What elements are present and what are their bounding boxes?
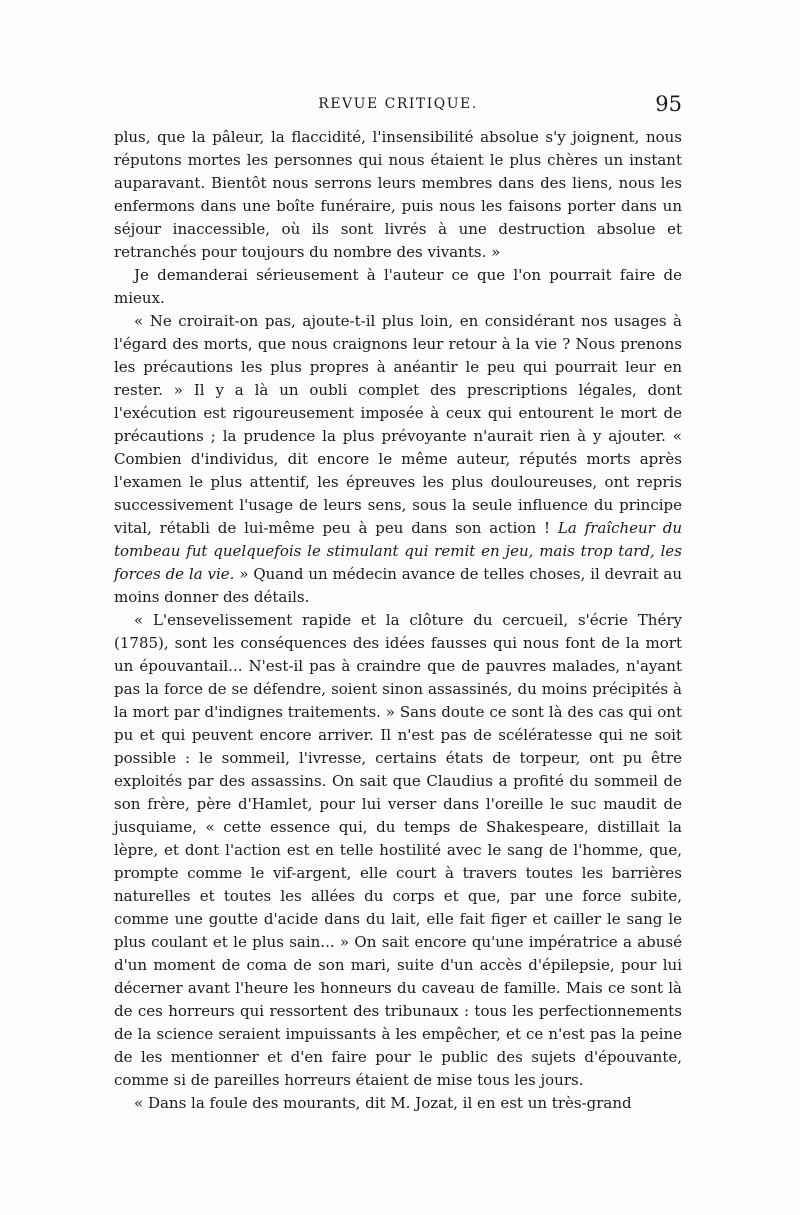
paragraph: « L'ensevelissement rapide et la clôture du cercueil, s'écrie Théry (1785), sont les conséquences des idées fausses qui nous font de la mort un épouvantail... N'est-il pas à craindre que de pauvres malades, n'ayant pas la force de se défendre, soient sinon assassinés, du moins précipités à la mort par d'indignes traitements. » Sans doute ce sont là des cas qui ont pu et qui peuvent encore arriver. Il n'est pas de scélératesse qui ne soit possible : le sommeil, l'ivresse, certains états de torpeur, ont pu être exploités par des assassins. On sait que Claudius a profité du sommeil de son frère, père d'Hamlet, pour lui verser dans l'oreille le suc maudit de jusquiame, « cette essence qui, du temps de Shakespeare, distillait la lèpre, et dont l'action est en telle hostilité avec le sang de l'homme, que, prompte comme le vif-argent, elle court à travers toutes les barrières naturelles et toutes les allées du corps et que, par une force subite, comme une goutte d'acide dans du lait, elle fait figer et cailler le sang le plus coulant et le plus sain... » On sait encore qu'une impératrice a abusé d'un moment de coma de son mari, suite d'un accès d'épilepsie, pour lui décerner avant l'heure les honneurs du caveau de famille. Mais ce sont là de ces horreurs qui ressortent des tribunaux : tous les perfectionnements de la science seraient impuissants à les empêcher, et ce n'est pas la peine de les mentionner et d'en faire pour le public des sujets d'épouvante, comme si de pareilles horreurs étaient de mise tous les jours. [114,611,682,1089]
paragraph-truncated: « Dans la foule des mourants, dit M. Jozat, il en est un très-grand [134,1094,632,1112]
running-title: REVUE CRITIQUE. [318,96,478,112]
body-text [114,126,682,1115]
page-number: 95 [655,92,682,116]
running-head [114,92,682,120]
italic-quote: La fraîcheur du tombeau fut quelquefois le stimulant qui remit en jeu, mais trop tard, les forces de la vie. [114,519,682,583]
paragraph-continuation: plus, que la pâleur, la flaccidité, l'insensibilité absolue s'y joignent, nous réputons mortes les personnes qui nous étaient le plus chères un instant auparavant. Bientôt nous serrons leurs membres dans des liens, nous les enfermons dans une boîte funéraire, puis nous les faisons porter dans un séjour inaccessible, où ils sont livrés à une destruction absolue et retranchés pour toujours du nombre des vivants. » [114,128,682,261]
paragraph-text: « Ne croirait-on pas, ajoute-t-il plus loin, en considérant nos usages à l'égard des morts, que nous craignons leur retour à la vie ? Nous prenons les précautions les plus propres à anéantir le peu qui pourrait leur en rester. » Il y a là un oubli complet des prescriptions légales, dont l'exécution est rigoureusement imposée à ceux qui entourent le mort de précautions ; la prudence la plus prévoyante n'aurait rien à y ajouter. « Combien d'individus, dit encore le même auteur, réputés morts après l'examen le plus attentif, les épreuves les plus douloureuses, ont repris successivement l'usage de leurs sens, sous la seule influence du principe vital, rétabli de lui-même peu à peu dans son action ! [114,312,682,537]
paragraph-with-italic [114,310,682,609]
paragraph: Je demanderai sérieusement à l'auteur ce que l'on pourrait faire de mieux. [114,266,682,307]
paragraph-text: » Quand un médecin avance de telles choses, il devrait au moins donner des détails. [114,565,683,606]
